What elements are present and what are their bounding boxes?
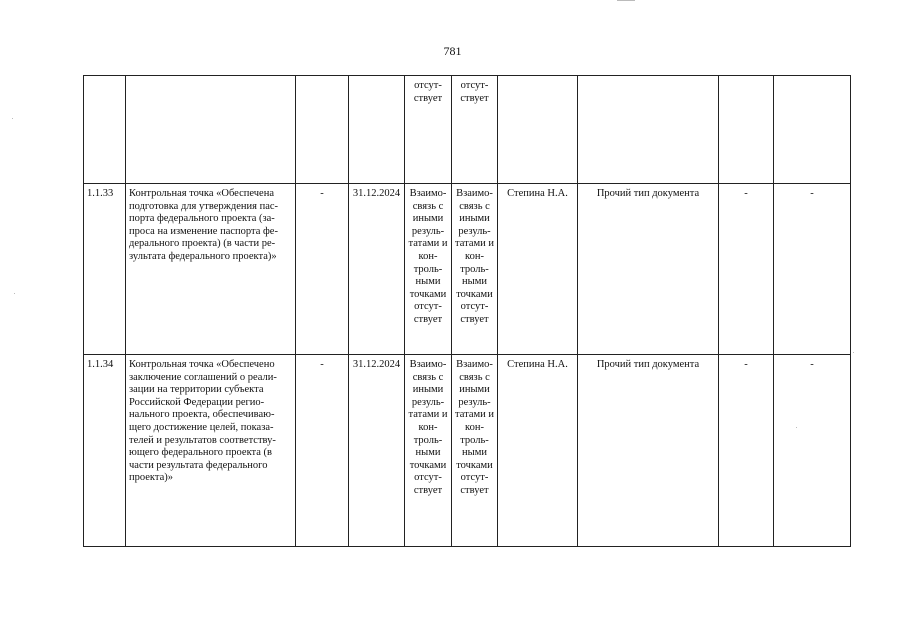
cell-id: 1.1.34 (84, 355, 126, 547)
scan-mark (617, 0, 635, 1)
cell-col9 (719, 76, 774, 184)
cell-col6: отсут- ствует (452, 76, 498, 184)
cell-date: 31.12.2024 (349, 355, 405, 547)
cell-responsible: Степина Н.А. (498, 184, 578, 355)
cell-doc-type (578, 76, 719, 184)
cell-col3: - (296, 184, 349, 355)
page-number: 781 (443, 44, 462, 58)
cell-date (349, 76, 405, 184)
table-row-continued (84, 76, 851, 184)
cell-col6: Взаимо- связь с иными резуль- татами и кон- троль- ными точками отсут- ствует (452, 184, 498, 355)
cell-col10 (774, 76, 851, 184)
cell-col6: Взаимо- связь с иными резуль- татами и кон- троль- ными точками отсут- ствует (452, 355, 498, 547)
cell-doc-type: Прочий тип документа (578, 184, 719, 355)
cell-responsible: Степина Н.А. (498, 355, 578, 547)
cell-col9: - (719, 184, 774, 355)
document-table (83, 75, 851, 547)
cell-date: 31.12.2024 (349, 184, 405, 355)
cell-name (126, 76, 296, 184)
cell-doc-type: Прочий тип документа (578, 355, 719, 547)
cell-col10: - (774, 355, 851, 547)
cell-name: Контрольная точка «Обеспечена подготовка для утверждения пас- порта федерального проекта (за- проса на изменение паспорта фе- дерального проекта) (в части ре- зультата федерального проекта)» (126, 184, 296, 355)
cell-name: Контрольная точка «Обеспечено заключение соглашений о реали- зации на территории субъекта Российской Федерации регио- нального проекта, обеспечиваю- щего достижение целей, показа- телей и результатов соответству- ющего федерального проекта (в части результата федерального проекта)» (126, 355, 296, 547)
cell-responsible (498, 76, 578, 184)
cell-id: 1.1.33 (84, 184, 126, 355)
table-row (84, 184, 851, 355)
table-row (84, 355, 851, 547)
cell-col3 (296, 76, 349, 184)
cell-col5: отсут- ствует (405, 76, 452, 184)
cell-col10: - (774, 184, 851, 355)
cell-id (84, 76, 126, 184)
cell-col5: Взаимо- связь с иными резуль- татами и кон- троль- ными точками отсут- ствует (405, 184, 452, 355)
cell-col5: Взаимо- связь с иными резуль- татами и кон- троль- ными точками отсут- ствует (405, 355, 452, 547)
cell-col9: - (719, 355, 774, 547)
cell-col3: - (296, 355, 349, 547)
